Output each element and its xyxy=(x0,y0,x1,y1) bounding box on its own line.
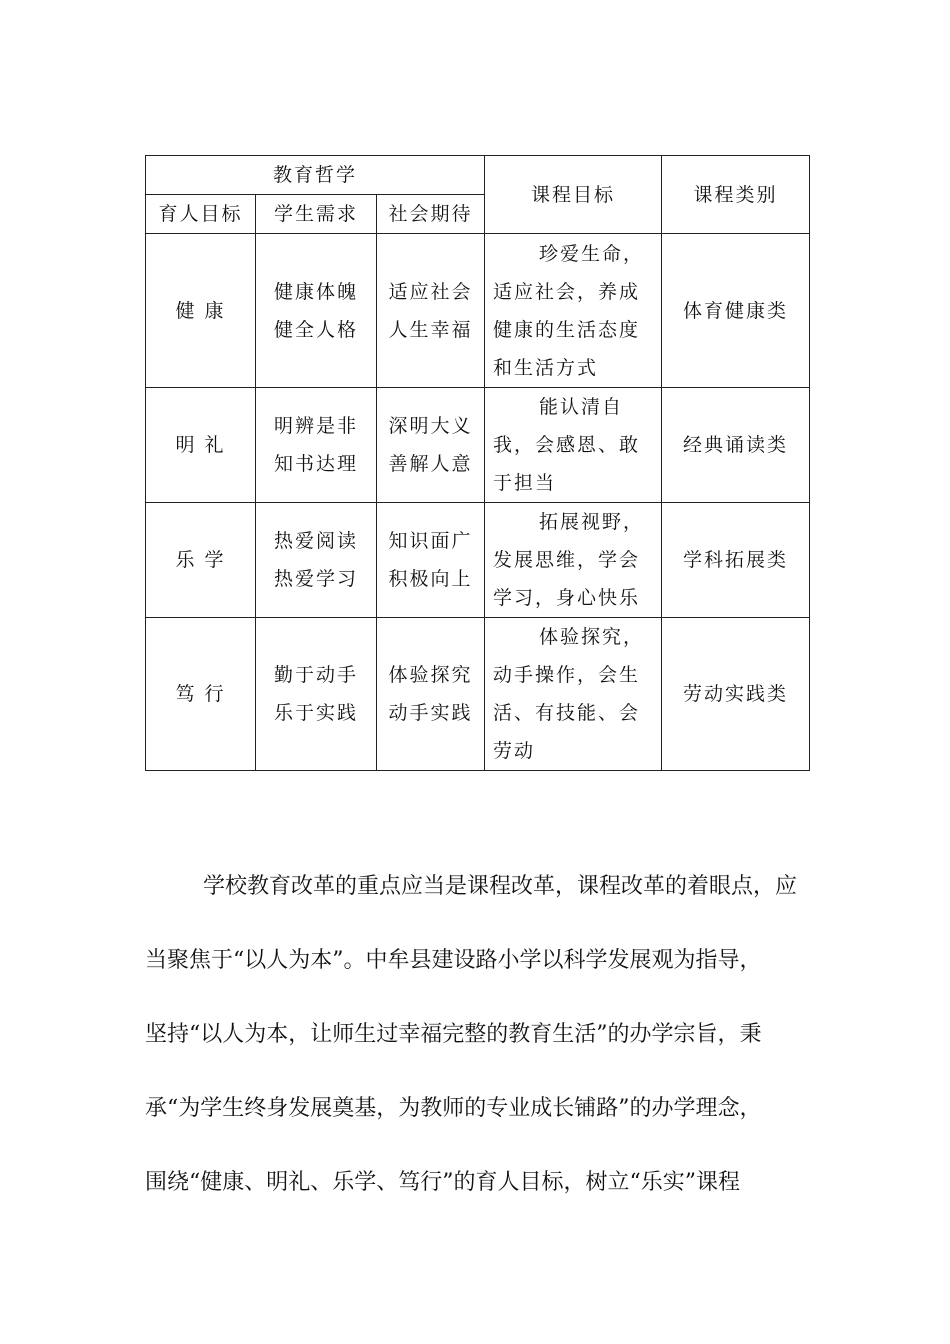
need-cell xyxy=(256,234,377,388)
expectation-cell xyxy=(377,388,485,503)
expectation-line: 善解人意 xyxy=(388,453,473,475)
category-cell: 体育健康类 xyxy=(662,234,810,388)
header-philosophy: 教育哲学 xyxy=(146,156,485,195)
expectation-line: 知识面广 xyxy=(388,530,473,552)
expectation-line: 适应社会 xyxy=(388,280,473,303)
course-goal-line: 能认清自 xyxy=(539,396,624,418)
course-goal-cell xyxy=(485,388,662,503)
need-cell xyxy=(256,503,377,618)
expectation-cell xyxy=(377,503,485,618)
course-goal-line: 动手操作，会生 xyxy=(493,664,641,686)
category-cell: 经典诵读类 xyxy=(662,388,810,503)
course-goal-line: 和生活方式 xyxy=(493,356,599,379)
category-cell: 学科拓展类 xyxy=(662,503,810,618)
course-goal-line: 发展思维，学会 xyxy=(493,549,641,571)
need-cell xyxy=(256,388,377,503)
curriculum-table xyxy=(145,155,810,771)
goal-cell: 乐 学 xyxy=(146,503,256,618)
need-line: 热爱阅读 xyxy=(273,530,358,552)
paragraph-line: 围绕“健康、明礼、乐学、笃行”的育人目标，树立“乐实”课程 xyxy=(145,1170,740,1195)
paragraph-line: 承“为学生终身发展奠基，为教师的专业成长铺路”的办学理念， xyxy=(145,1096,762,1121)
course-goal-cell xyxy=(485,503,662,618)
course-goal-line: 于担当 xyxy=(493,472,557,494)
need-cell xyxy=(256,618,377,771)
expectation-cell xyxy=(377,618,485,771)
need-line: 知书达理 xyxy=(273,453,358,475)
header-student-need: 学生需求 xyxy=(256,195,377,234)
expectation-line: 人生幸福 xyxy=(388,318,473,341)
course-goal-line: 活、有技能、会 xyxy=(493,702,641,724)
paragraph-line: 坚持“以人为本，让师生过幸福完整的教育生活”的办学宗旨，秉 xyxy=(145,1022,762,1047)
course-goal-line: 拓展视野， xyxy=(539,511,645,533)
goal-cell: 笃 行 xyxy=(146,618,256,771)
table-row xyxy=(146,234,810,388)
header-social-expectation: 社会期待 xyxy=(377,195,485,234)
category-cell: 劳动实践类 xyxy=(662,618,810,771)
expectation-line: 体验探究 xyxy=(388,664,473,686)
course-goal-line: 体验探究， xyxy=(539,626,645,648)
course-goal-line: 适应社会，养成 xyxy=(493,280,641,303)
need-line: 健康体魄 xyxy=(273,280,358,303)
course-goal-cell xyxy=(485,234,662,388)
course-goal-cell xyxy=(485,618,662,771)
header-course-goal: 课程目标 xyxy=(485,156,662,234)
course-goal-line: 健康的生活态度 xyxy=(493,318,641,341)
header-course-category: 课程类别 xyxy=(662,156,810,234)
need-line: 健全人格 xyxy=(273,318,358,341)
table-row xyxy=(146,618,810,771)
expectation-line: 深明大义 xyxy=(388,415,473,437)
need-line: 热爱学习 xyxy=(273,568,358,590)
course-goal-line: 学习，身心快乐 xyxy=(493,587,641,609)
course-goal-line: 劳动 xyxy=(493,740,536,762)
goal-cell: 健 康 xyxy=(146,234,256,388)
paragraph-line: 学校教育改革的重点应当是课程改革，课程改革的着眼点，应 xyxy=(203,874,798,899)
need-line: 乐于实践 xyxy=(273,702,358,724)
need-line: 勤于动手 xyxy=(273,664,358,686)
expectation-line: 动手实践 xyxy=(388,702,473,724)
table-row xyxy=(146,388,810,503)
course-goal-line: 我，会感恩、敢 xyxy=(493,434,641,456)
goal-cell: 明 礼 xyxy=(146,388,256,503)
expectation-cell xyxy=(377,234,485,388)
expectation-line: 积极向上 xyxy=(388,568,473,590)
need-line: 明辨是非 xyxy=(273,415,358,437)
table-row xyxy=(146,503,810,618)
paragraph-line: 当聚焦于“以人为本”。中牟县建设路小学以科学发展观为指导， xyxy=(145,948,762,973)
header-goal: 育人目标 xyxy=(146,195,256,234)
course-goal-line: 珍爱生命， xyxy=(539,242,645,265)
